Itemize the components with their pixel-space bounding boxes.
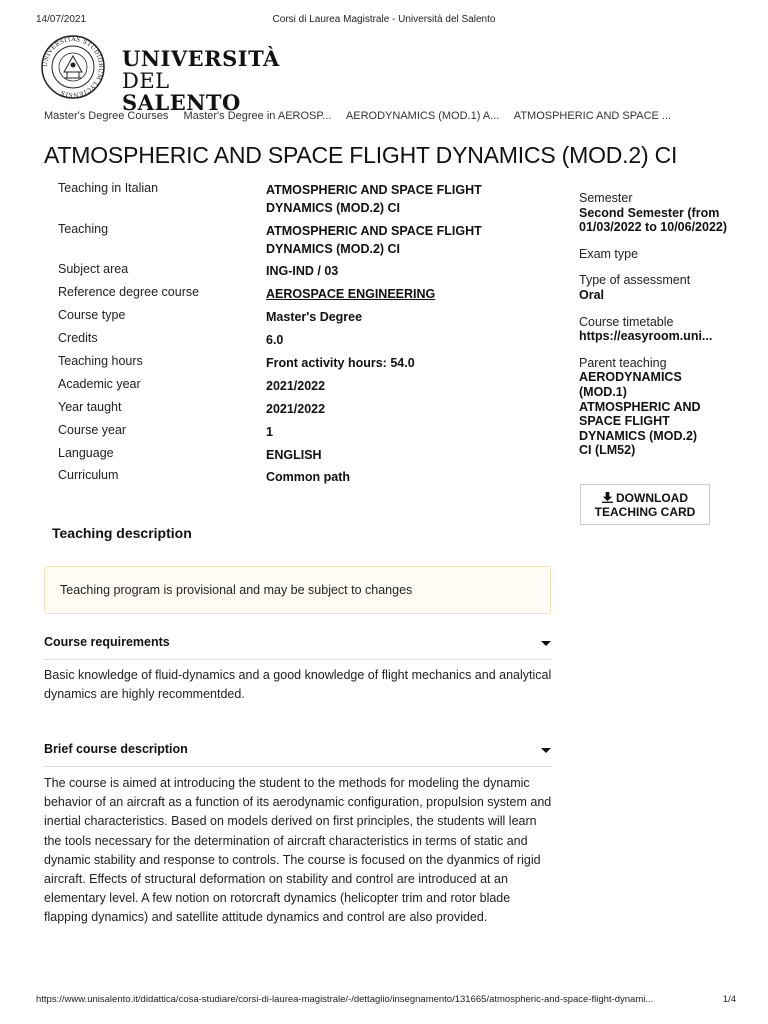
university-logo[interactable] (40, 34, 280, 115)
info-label: Year taught (58, 400, 122, 414)
teaching-description-heading: Teaching description (52, 525, 192, 541)
info-value: ING-IND / 03 (266, 264, 339, 278)
footer-url: https://www.unisalento.it/didattica/cosa-studiare/corsi-di-laurea-magistrale/-/dettaglio/insegnamento/131665/atmospheric-and-space-flight-dynami... (36, 994, 654, 1005)
info-label: Credits (58, 331, 98, 345)
breadcrumb-item[interactable]: AERODYNAMICS (MOD.1) A... (345, 110, 500, 122)
info-row (58, 354, 548, 377)
download-label: DOWNLOAD TEACHING CARD (594, 491, 696, 519)
info-row (58, 181, 548, 222)
info-label: Teaching in Italian (58, 181, 159, 195)
info-row (58, 377, 548, 400)
breadcrumb-item[interactable]: Master's Degree in AEROSP... (183, 110, 332, 122)
timetable-link[interactable]: https://easyroom.uni... (579, 329, 713, 344)
brief-description-heading: Brief course description (44, 742, 188, 756)
info-row (58, 331, 548, 354)
print-header (0, 14, 768, 28)
info-label: Curriculum (58, 468, 119, 482)
breadcrumb-item[interactable]: ATMOSPHERIC AND SPACE ... (513, 110, 672, 122)
info-value: Common path (266, 470, 351, 484)
parent-teaching-label: Parent teaching (579, 355, 667, 370)
info-row (58, 262, 548, 285)
svg-text:UNIVERSITAS STUDIORUM LYCIENSI: UNIVERSITAS STUDIORUM LYCIENSIS (41, 35, 105, 99)
caret-down-icon (540, 637, 552, 649)
info-value: ATMOSPHERIC AND SPACE FLIGHT DYNAMICS (MOD.2) CI (266, 224, 482, 256)
course-requirements-heading: Course requirements (44, 635, 170, 649)
info-value: 2021/2022 (266, 379, 326, 393)
info-label: Language (58, 446, 114, 460)
course-requirements-toggle[interactable] (44, 635, 552, 660)
provisional-notice: Teaching program is provisional and may be subject to changes (44, 566, 551, 614)
info-value: Master's Degree (266, 310, 363, 324)
info-value: 1 (266, 425, 273, 439)
info-row (58, 446, 548, 468)
info-value: Front activity hours: 54.0 (266, 356, 415, 370)
course-requirements-body: Basic knowledge of fluid-dynamics and a good knowledge of flight mechanics and analytical dynamics are highly recommentded. (44, 668, 552, 702)
print-page-title: Corsi di Laurea Magistrale - Università del Salento (272, 14, 496, 25)
footer-page-number: 1/4 (722, 994, 736, 1005)
info-row (58, 308, 548, 331)
caret-down-icon (540, 744, 552, 756)
info-value: ATMOSPHERIC AND SPACE FLIGHT DYNAMICS (MOD.2) CI (266, 183, 482, 215)
timetable-label: Course timetable (579, 314, 674, 329)
info-row (58, 222, 548, 262)
info-row (58, 423, 548, 446)
page-title: ATMOSPHERIC AND SPACE FLIGHT DYNAMICS (MOD.2) CI (44, 142, 678, 168)
exam-type-label: Exam type (579, 246, 639, 261)
info-label: Course year (58, 423, 127, 437)
info-row (58, 400, 548, 423)
course-sidebar (579, 191, 729, 458)
download-teaching-card-button[interactable] (580, 484, 710, 525)
brief-description-toggle[interactable] (44, 742, 552, 767)
university-subname: DEL SALENTO (122, 69, 241, 115)
parent-teaching-value[interactable]: AERODYNAMICS (MOD.1) ATMOSPHERIC AND SPACE FLIGHT DYNAMICS (MOD.2) CI (LM52) (579, 370, 701, 458)
info-label: Reference degree course (58, 285, 200, 299)
university-seal-icon (40, 34, 106, 100)
assessment-label: Type of assessment (579, 273, 691, 288)
degree-course-link[interactable]: AEROSPACE ENGINEERING (266, 287, 436, 301)
info-label: Subject area (58, 262, 129, 276)
info-value (266, 285, 546, 308)
info-label: Academic year (58, 377, 141, 391)
info-value: ENGLISH (266, 448, 322, 462)
brief-description-body: The course is aimed at introducing the student to the methods for modeling the dynamic behavior of an aircraft as a function of its aerodynamic configuration, propulsion system and inertial characteristics. Based on models derived on first principles, the students will learn the tools necessary for the determination of aircraft characteristics in terms of static and dynamic stability and response to controls. The course is focused on the dyanmics of rigid aircraft. Effects of structural deformation on stability and control are introduced at an elementary level. A few notion on rotorcraft dynamics (helicopter trim and rotor blade flapping dynamics) and satellite attitude dynamics and control are also provided. (44, 776, 552, 925)
university-name: UNIVERSITÀ (122, 46, 280, 71)
info-value: 6.0 (266, 333, 284, 347)
download-icon (602, 492, 613, 503)
breadcrumb (44, 110, 683, 122)
info-value: 2021/2022 (266, 402, 326, 416)
info-row (58, 285, 548, 308)
info-label: Teaching hours (58, 354, 143, 368)
breadcrumb-item[interactable]: Master's Degree Courses (44, 110, 169, 122)
info-row (58, 468, 548, 490)
assessment-value: Oral (579, 287, 605, 302)
course-info-table (58, 181, 548, 490)
info-label: Teaching (58, 222, 109, 236)
print-date: 14/07/2021 (36, 14, 87, 25)
semester-value: Second Semester (from 01/03/2022 to 10/06/2022) (579, 205, 728, 235)
info-label: Course type (58, 308, 126, 322)
semester-label: Semester (579, 191, 633, 205)
